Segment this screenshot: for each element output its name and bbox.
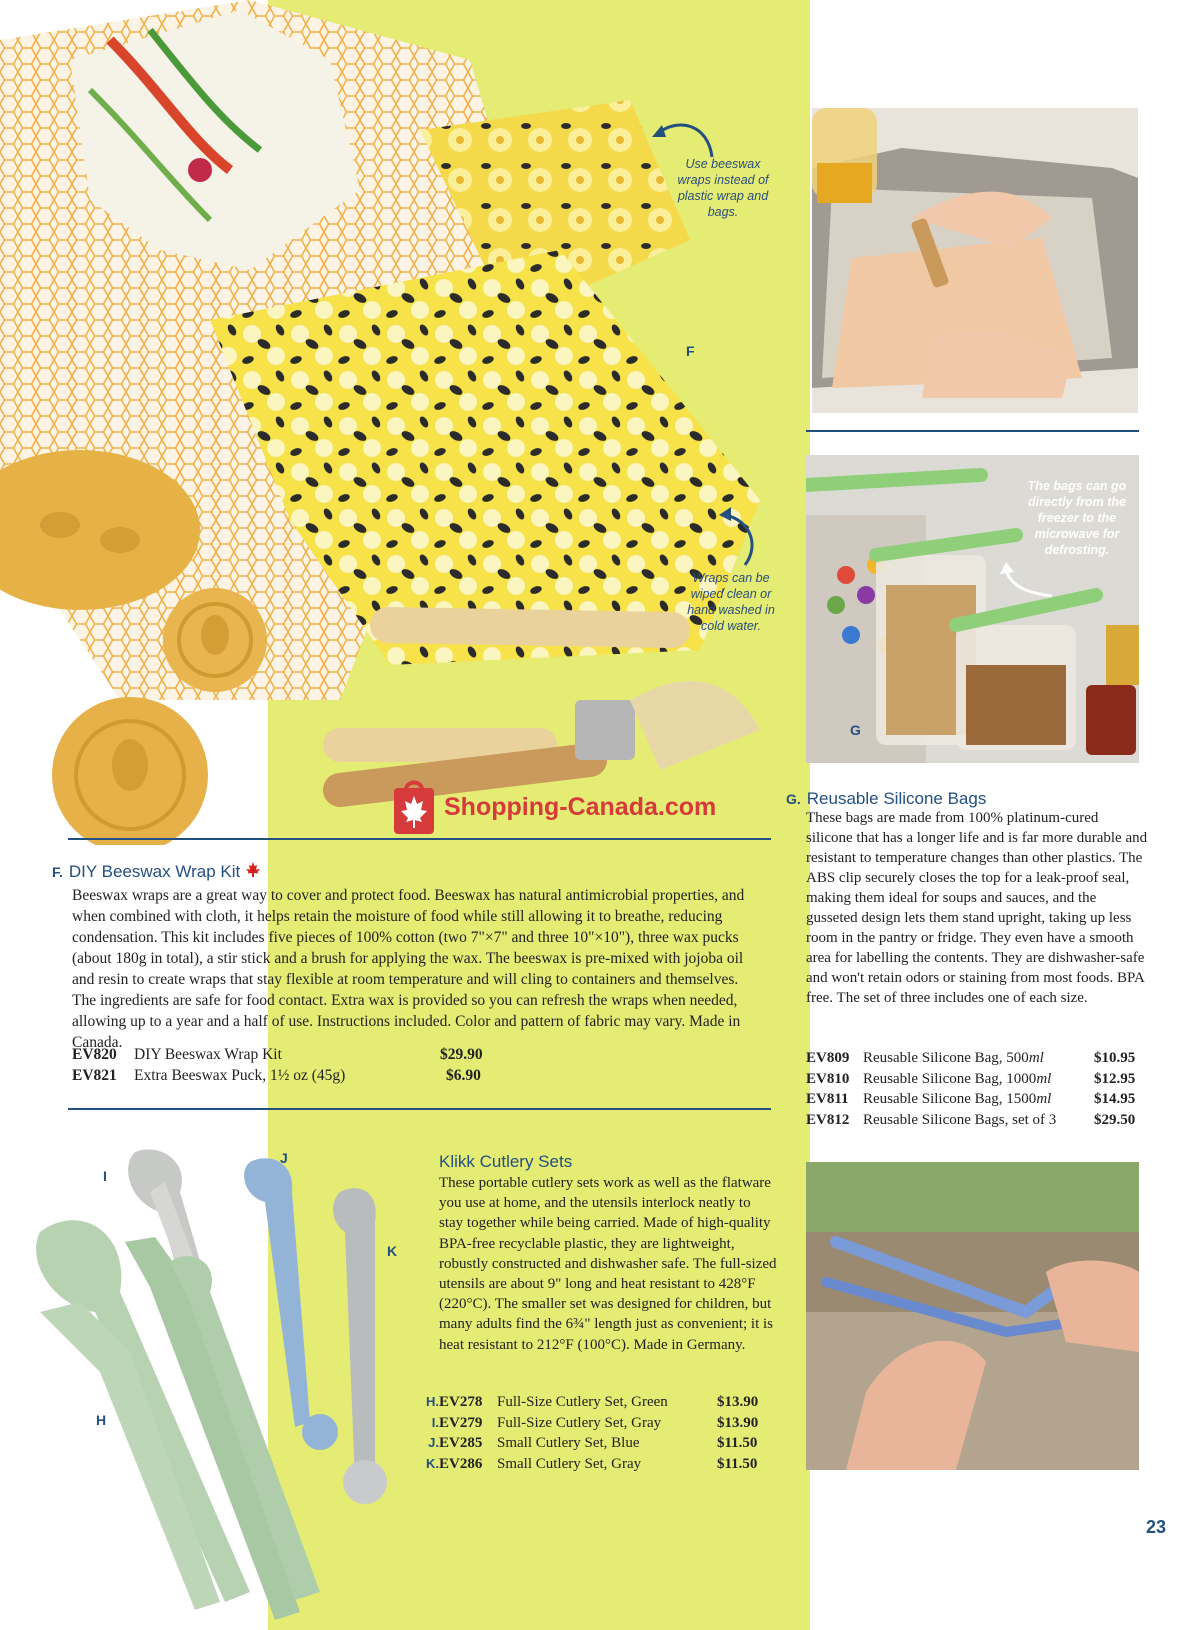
product-letter-k: K <box>387 1243 398 1259</box>
silicone-item-row <box>806 1048 1151 1069</box>
item-code: EV809 <box>806 1050 850 1066</box>
item-letter: K. <box>426 1455 439 1471</box>
beeswax-letter: F. <box>52 864 63 880</box>
watermark-text: Shopping-Canada.com <box>444 792 717 821</box>
curved-arrow-icon <box>715 505 765 570</box>
silicone-item-row <box>806 1089 1151 1110</box>
item-name: Reusable Silicone Bags, set of 3 <box>863 1111 1057 1128</box>
divider-beeswax-top <box>68 838 771 840</box>
cutlery-item-row <box>419 1433 779 1454</box>
silicone-item-row <box>806 1069 1151 1090</box>
item-letter: H. <box>426 1394 439 1409</box>
page-number: 23 <box>1145 1517 1166 1537</box>
item-name: Small Cutlery Set, Blue <box>497 1435 640 1451</box>
silicone-title: Reusable Silicone Bags <box>806 789 987 808</box>
cutlery-title: Klikk Cutlery Sets <box>439 1152 573 1171</box>
item-price: $29.90 <box>440 1046 483 1063</box>
product-letter-f: F <box>686 343 695 359</box>
item-letter: J. <box>428 1435 439 1450</box>
divider-right-top <box>806 430 1139 432</box>
caption-wraps-wiped: Wraps can be wiped clean or hand washed in cold water. <box>687 571 775 633</box>
item-price: $10.95 <box>1094 1050 1136 1066</box>
maple-leaf-icon <box>245 862 261 878</box>
beeswax-item-row <box>72 1045 492 1066</box>
item-price: $6.90 <box>446 1066 481 1084</box>
cutlery-item-row <box>419 1392 779 1413</box>
item-code: EV811 <box>806 1091 849 1107</box>
item-price: $11.50 <box>717 1455 758 1472</box>
item-code: EV286 <box>439 1455 483 1472</box>
watermark <box>390 778 716 836</box>
item-name: Reusable Silicone Bag, 1000ml <box>863 1070 1052 1087</box>
beeswax-title: DIY Beeswax Wrap Kit <box>68 862 241 881</box>
cutlery-item-list <box>419 1392 779 1474</box>
item-letter: I. <box>431 1414 439 1430</box>
item-code: EV820 <box>72 1046 117 1063</box>
product-letter-g: G <box>850 722 861 738</box>
item-name: DIY Beeswax Wrap Kit <box>134 1046 282 1063</box>
product-letter-i: I <box>103 1168 107 1184</box>
beeswax-item-row <box>72 1066 492 1087</box>
cutlery-item-row <box>419 1454 779 1475</box>
item-code: EV812 <box>806 1111 850 1128</box>
item-code: EV278 <box>439 1394 483 1410</box>
item-name: Full-Size Cutlery Set, Gray <box>497 1414 662 1431</box>
caption-beeswax-instead: Use beeswax wraps instead of plastic wrap and bags. <box>677 157 769 219</box>
item-price: $13.90 <box>717 1394 759 1410</box>
cutlery-sets-photo <box>20 1122 420 1630</box>
item-price: $11.50 <box>717 1435 758 1451</box>
item-code: EV821 <box>72 1066 117 1084</box>
divider-beeswax-bottom <box>68 1108 771 1110</box>
beeswax-heading <box>52 862 261 882</box>
cutlery-hands-photo <box>806 1162 1139 1470</box>
beeswax-item-list <box>72 1045 492 1086</box>
item-code: EV285 <box>439 1435 483 1451</box>
item-name: Reusable Silicone Bag, 1500ml <box>863 1091 1052 1107</box>
silicone-letter: G. <box>786 791 801 807</box>
cutlery-item-row <box>419 1413 779 1434</box>
maple-leaf-bag-icon <box>390 778 438 836</box>
item-code: EV279 <box>439 1414 483 1431</box>
silicone-description: These bags are made from 100% platinum-cured silicone that has a longer life and is far more durable and resistant to temperature changes than other plastics. The ABS clip securely closes the top for a leak-proof seal, making them ideal for soups and sauces, and the gusseted design lets them stand upright, taking up less room in the pantry or fridge. They even have a smooth area for labelling the contents. They are dishwasher-safe and won't retain odors or staining from most foods. BPA free. The set of three includes one of each size. <box>806 810 1148 1006</box>
item-name: Full-Size Cutlery Set, Green <box>497 1394 668 1410</box>
item-price: $29.50 <box>1094 1111 1136 1128</box>
brushing-wax-photo <box>812 108 1138 413</box>
silicone-heading <box>786 789 986 809</box>
item-name: Reusable Silicone Bag, 500ml <box>863 1050 1044 1066</box>
item-name: Extra Beeswax Puck, 1½ oz (45g) <box>134 1066 346 1084</box>
beeswax-description: Beeswax wraps are a great way to cover and protect food. Beeswax has natural antimicrobial properties, and when combined with cloth, it helps retain the moisture of food while still allowing it to breathe, reducing condensation. This kit includes five pieces of 100% cotton (two 7"×7" and three 10"×10"), three wax pucks (about 180g in total), a stir stick and a brush for applying the wax. The beeswax is pre-mixed with jojoba oil and resin to create wraps that stay flexible at room temperature and will cling to containers and themselves. The ingredients are safe for food contact. Extra wax is provided so you can refresh the wraps when needed, allowing up to a year and a half of use. Instructions included. Color and pattern of fabric may vary. Made in Canada. <box>72 887 745 1051</box>
item-code: EV810 <box>806 1070 850 1087</box>
item-price: $12.95 <box>1094 1070 1136 1087</box>
item-price: $14.95 <box>1094 1091 1136 1107</box>
cutlery-description: These portable cutlery sets work as well as the flatware you use at home, and the utensils interlock neatly to stay together while being carried. Made of high-quality BPA-free recyclable plastic, they are lightweight, robustly constructed and dishwasher safe. The full-sized utensils are about 9" long and heat resistant to 428°F (220°C). The smaller set was designed for children, but many adults find the 6¾" length just as convenient; it is heat resistant to 212°F (100°C). Made in Germany. <box>439 1175 777 1353</box>
product-letter-h: H <box>96 1412 107 1428</box>
product-letter-j: J <box>280 1150 288 1166</box>
item-name: Small Cutlery Set, Gray <box>497 1455 642 1472</box>
silicone-item-list <box>806 1048 1151 1130</box>
item-price: $13.90 <box>717 1414 759 1431</box>
silicone-item-row <box>806 1110 1151 1131</box>
curved-arrow-icon <box>996 560 1056 600</box>
caption-bags-freezer: The bags can go directly from the freezer to the microwave for defrosting. <box>1027 479 1127 557</box>
